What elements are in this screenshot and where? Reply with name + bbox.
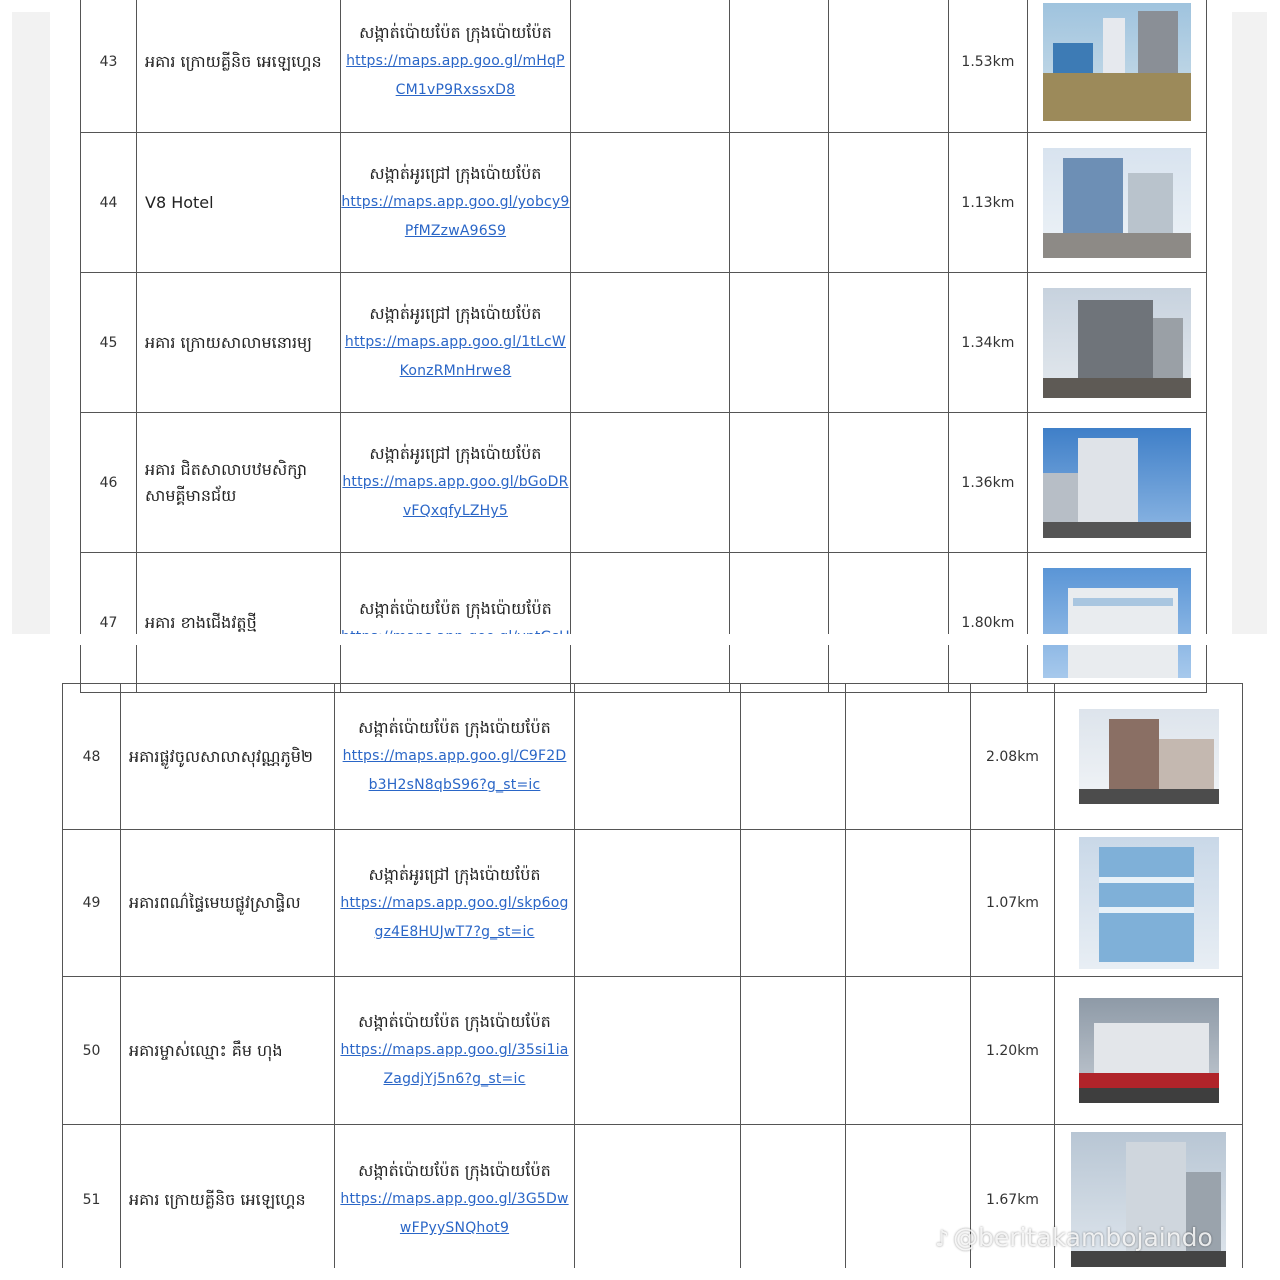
empty-cell bbox=[729, 413, 828, 553]
building-photo bbox=[1043, 3, 1191, 121]
row-number: 43 bbox=[81, 0, 137, 133]
address-cell bbox=[341, 273, 571, 413]
building-name: អគារ ខាងជើងវត្តថ្មី bbox=[137, 553, 341, 693]
building-photo bbox=[1079, 998, 1219, 1103]
map-link-cont[interactable]: gz4E8HUJwT7?g_st=ic bbox=[374, 923, 535, 940]
distance: 1.13km bbox=[948, 133, 1027, 273]
row-number: 51 bbox=[63, 1125, 121, 1275]
address-text: សង្កាត់អូរជ្រៅ ក្រុងប៉ោយប៉ែត bbox=[369, 304, 542, 323]
distance: 1.36km bbox=[948, 413, 1027, 553]
empty-cell bbox=[575, 830, 741, 977]
map-link-cont[interactable]: CM1vP9RxssxD8 bbox=[395, 82, 516, 98]
table-row bbox=[63, 830, 1243, 977]
address-cell bbox=[341, 0, 571, 133]
empty-cell bbox=[729, 133, 828, 273]
address-cell bbox=[335, 830, 575, 977]
empty-cell bbox=[741, 1125, 846, 1275]
distance: 1.53km bbox=[948, 0, 1027, 133]
map-link[interactable]: https://maps.app.goo.gl/yobcy9 bbox=[341, 194, 570, 210]
map-link[interactable]: https://maps.app.goo.gl/bGoDR bbox=[342, 474, 569, 490]
building-name-line2: សាមគ្គីមានជ័យ bbox=[145, 485, 237, 505]
building-name: អគារពណ៌ផ្ទៃមេឃផ្លូវស្រាផ្ទិល bbox=[121, 830, 335, 977]
building-name: V8 Hotel bbox=[137, 133, 341, 273]
building-name-cell bbox=[137, 413, 341, 553]
empty-cell bbox=[828, 413, 948, 553]
address-text: សង្កាត់ប៉ោយប៉ែត ក្រុងប៉ោយប៉ែត bbox=[358, 1012, 551, 1031]
empty-cell bbox=[570, 273, 729, 413]
building-name: អគារ ក្រោយសាលាមនោរម្យ bbox=[137, 273, 341, 413]
map-link[interactable]: https://maps.app.goo.gl/mHqP bbox=[346, 53, 565, 69]
address-cell bbox=[341, 133, 571, 273]
table-row bbox=[81, 0, 1207, 133]
photo-cell bbox=[1027, 273, 1206, 413]
address-cell bbox=[341, 553, 571, 693]
building-name: អគារ ក្រោយគ្លីនិច អេឡេហ្គេន bbox=[121, 1125, 335, 1275]
row-number: 50 bbox=[63, 977, 121, 1125]
empty-cell bbox=[828, 133, 948, 273]
photo-cell bbox=[1055, 684, 1243, 830]
table-row bbox=[81, 413, 1207, 553]
empty-cell bbox=[741, 977, 846, 1125]
building-table-bottom bbox=[62, 683, 1243, 1275]
panel-gap bbox=[0, 634, 1280, 645]
page-bottom-edge bbox=[0, 1268, 1280, 1280]
map-link[interactable]: https://maps.app.goo.gl/1tLcW bbox=[344, 334, 566, 350]
row-number: 48 bbox=[63, 684, 121, 830]
photo-cell bbox=[1027, 0, 1206, 133]
empty-cell bbox=[741, 830, 846, 977]
empty-cell bbox=[570, 553, 729, 693]
address-text: សង្កាត់ប៉ោយប៉ែត ក្រុងប៉ោយប៉ែត bbox=[358, 1161, 551, 1180]
table-row bbox=[81, 273, 1207, 413]
empty-cell bbox=[575, 684, 741, 830]
address-text: សង្កាត់ប៉ោយប៉ែត ក្រុងប៉ោយប៉ែត bbox=[358, 718, 551, 737]
tiktok-icon: ♪ bbox=[935, 1227, 950, 1252]
address-cell bbox=[335, 1125, 575, 1275]
map-link[interactable]: https://maps.app.goo.gl/3G5Dw bbox=[340, 1191, 569, 1207]
building-photo bbox=[1043, 148, 1191, 258]
empty-cell bbox=[729, 273, 828, 413]
building-photo bbox=[1079, 837, 1219, 969]
building-photo bbox=[1079, 709, 1219, 804]
table-row bbox=[63, 684, 1243, 830]
map-link[interactable]: https://maps.app.goo.gl/skp6og bbox=[340, 894, 569, 911]
map-link[interactable]: https://maps.app.goo.gl/35si1ia bbox=[340, 1042, 569, 1058]
building-name: អគារ ជិតសាលាបឋមសិក្សា bbox=[145, 459, 307, 479]
empty-cell bbox=[570, 413, 729, 553]
building-photo bbox=[1043, 428, 1191, 538]
address-text: សង្កាត់អូរជ្រៅ ក្រុងប៉ោយប៉ែត bbox=[368, 864, 541, 884]
map-link-cont[interactable]: ZagdjYj5n6?g_st=ic bbox=[383, 1071, 526, 1087]
row-number: 49 bbox=[63, 830, 121, 977]
watermark bbox=[935, 1223, 1265, 1255]
row-number: 46 bbox=[81, 413, 137, 553]
distance: 1.80km bbox=[948, 553, 1027, 693]
empty-cell bbox=[828, 0, 948, 133]
watermark-handle: @beritakambojaindo bbox=[953, 1223, 1213, 1252]
distance: 1.07km bbox=[971, 830, 1055, 977]
table-row bbox=[81, 553, 1207, 693]
address-text: សង្កាត់អូរជ្រៅ ក្រុងប៉ោយប៉ែត bbox=[369, 444, 542, 463]
distance: 1.20km bbox=[971, 977, 1055, 1125]
photo-cell bbox=[1027, 133, 1206, 273]
empty-cell bbox=[729, 553, 828, 693]
map-link-cont[interactable]: b3H2sN8qbS96?g_st=ic bbox=[368, 777, 541, 793]
map-link-cont[interactable]: vFQxqfyLZHy5 bbox=[402, 503, 508, 519]
empty-cell bbox=[575, 977, 741, 1125]
building-name: អគារម្ចាស់ឈ្មោះ គឹម ហុង bbox=[121, 977, 335, 1125]
address-cell bbox=[335, 684, 575, 830]
address-text: សង្កាត់ប៉ោយប៉ែត ក្រុងប៉ោយប៉ែត bbox=[359, 598, 552, 618]
building-name: អគារផ្លូវចូលសាលាសុវណ្ណភូមិ២ bbox=[121, 684, 335, 830]
address-cell bbox=[335, 977, 575, 1125]
photo-cell bbox=[1027, 413, 1206, 553]
empty-cell bbox=[828, 273, 948, 413]
empty-cell bbox=[741, 684, 846, 830]
distance: 2.08km bbox=[971, 684, 1055, 830]
empty-cell bbox=[846, 830, 971, 977]
distance: 1.67km bbox=[971, 1125, 1055, 1275]
row-number: 47 bbox=[81, 553, 137, 693]
map-link-cont[interactable]: KonzRMnHrwe8 bbox=[399, 363, 512, 379]
empty-cell bbox=[570, 0, 729, 133]
photo-cell bbox=[1055, 977, 1243, 1125]
address-cell bbox=[341, 413, 571, 553]
table-row bbox=[81, 133, 1207, 273]
building-photo bbox=[1043, 568, 1191, 678]
distance: 1.34km bbox=[948, 273, 1027, 413]
empty-cell bbox=[846, 684, 971, 830]
address-text: សង្កាត់អូរជ្រៅ ក្រុងប៉ោយប៉ែត bbox=[369, 164, 542, 183]
empty-cell bbox=[570, 133, 729, 273]
building-name: អគារ ក្រោយគ្លីនិច អេឡេហ្គេន bbox=[137, 0, 341, 133]
building-table-top bbox=[80, 0, 1207, 693]
empty-cell bbox=[846, 977, 971, 1125]
map-link-cont[interactable]: PfMZzwA96S9 bbox=[404, 223, 507, 239]
empty-cell bbox=[828, 553, 948, 693]
building-photo bbox=[1043, 288, 1191, 398]
map-link-cont[interactable]: wFPyySNQhot9 bbox=[399, 1220, 510, 1236]
photo-cell bbox=[1055, 830, 1243, 977]
table-row bbox=[63, 977, 1243, 1125]
empty-cell bbox=[575, 1125, 741, 1275]
empty-cell bbox=[729, 0, 828, 133]
photo-cell bbox=[1027, 553, 1206, 693]
map-link[interactable]: https://maps.app.goo.gl/C9F2D bbox=[342, 748, 567, 764]
address-text: សង្កាត់ប៉ោយប៉ែត ក្រុងប៉ោយប៉ែត bbox=[359, 23, 552, 42]
row-number: 44 bbox=[81, 133, 137, 273]
row-number: 45 bbox=[81, 273, 137, 413]
